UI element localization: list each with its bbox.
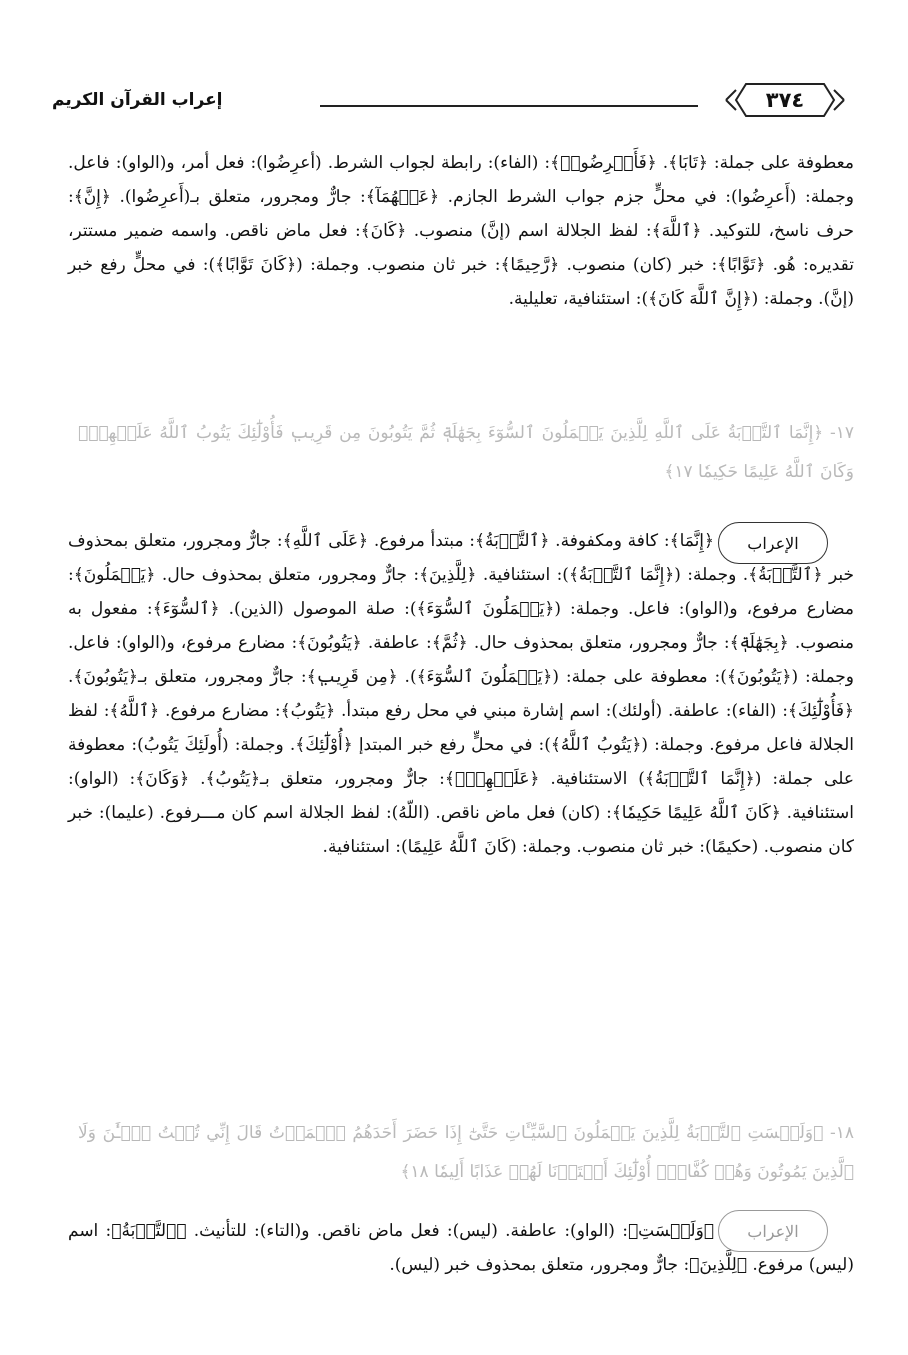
commentary-block-1: معطوفة على جملة: ﴿تَابَا﴾. ﴿فَأَعۡرِضُوا۟﴾: (الفاء): رابطة لجواب الشرط. (أعرِضُوا): فعل أمر، و(الواو): فاعل. وجملة: (أَعرِضُوا): في محلٍّ جزم جواب الشرط الجازم. ﴿عَنۡهُمَآ﴾: جارٌّ ومجرور، متعلق بـ(أَعرِضُوا). ﴿إِنَّ﴾: حرف ناسخ، للتوكيد. ﴿ٱللَّهَ﴾: لفظ الجلالة اسم (إنَّ) منصوب. ﴿كَانَ﴾: فعل ماض ناقص. واسمه ضمير مستتر، تقديره: هُو. ﴿تَوَّابًا﴾: خبر (كان) منصوب. ﴿رَّحِيمًا﴾: خبر ثان منصوب. وجملة: (﴿كَانَ تَوَّابًا﴾): في محلٍّ رفع خبر (إنَّ). وجملة: (﴿إِنَّ ٱللَّهَ كَانَ﴾): استئنافية، تعليلية.: [68, 153, 854, 309]
irab-label: الإعراب: [718, 522, 828, 564]
commentary-block-3: ﴿وَلَيۡسَتِ﴾: (الواو): عاطفة. (ليس): فعل ماض ناقص. و(التاء): للتأنيث. ﴿ٱلتَّوۡبَةُ﴾: اسم (ليس) مرفوع. ﴿لِلَّذِينَ﴾: جارٌّ ومجرور، متعلق بمحذوف خبر (ليس).: [68, 1221, 854, 1275]
book-title: إعراب القرآن الكريم: [52, 90, 223, 110]
page-number-badge: [722, 80, 848, 120]
verse-18: ١٨- ﴿وَلَيۡسَتِ ٱلتَّوۡبَةُ لِلَّذِينَ يَعۡمَلُونَ ٱلسَّيِّـَٔاتِ حَتَّىٰٓ إِذَا حَضَرَ أَحَدَهُمُ ٱلۡمَوۡتُ قَالَ إِنِّي تُبۡتُ ٱلۡـَٰٔنَ وَلَا ٱلَّذِينَ يَمُوتُونَ وَهُمۡ كُفَّارٌۚ أُوْلَٰٓئِكَ أَعۡتَدۡنَا لَهُمۡ عَذَابًا أَلِيمٗا ١٨﴾: [78, 1123, 854, 1182]
page-number: ٣٧٤: [765, 88, 805, 112]
header-rule: [320, 105, 698, 107]
verse-17: ١٧- ﴿إِنَّمَا ٱلتَّوۡبَةُ عَلَى ٱللَّهِ لِلَّذِينَ يَعۡمَلُونَ ٱلسُّوٓءَ بِجَهَٰلَةٖ ثُمَّ يَتُوبُونَ مِن قَرِيبٖ فَأُوْلَٰٓئِكَ يَتُوبُ ٱللَّهُ عَلَيۡهِمۡۗ وَكَانَ ٱللَّهُ عَلِيمًا حَكِيمٗا ١٧﴾: [78, 423, 854, 482]
irab-label-faded: الإعراب: [718, 1210, 828, 1252]
commentary-block-2: ﴿إِنَّمَا﴾: كافة ومكفوفة. ﴿ٱلتَّوۡبَةُ﴾: مبتدأ مرفوع. ﴿عَلَى ٱللَّهِ﴾: جارٌّ ومجرور، متعلق بمحذوف خبر ﴿ٱلتَّوۡبَةُ﴾. وجملة: (﴿إِنَّمَا ٱلتَّوۡبَةُ﴾): استئنافية. ﴿لِلَّذِينَ﴾: جارٌّ ومجرور، متعلق بمحذوف حال. ﴿يَعۡمَلُونَ﴾: مضارع مرفوع، و(الواو): فاعل. وجملة: (﴿يَعۡمَلُونَ ٱلسُّوٓءَ﴾): صلة الموصول (الذين). ﴿ٱلسُّوٓءَ﴾: مفعول به منصوب. ﴿بِجَهَٰلَةٖ﴾: جارٌّ ومجرور، متعلق بمحذوف حال. ﴿ثُمَّ﴾: عاطفة. ﴿يَتُوبُونَ﴾: مضارع مرفوع، و(الواو): فاعل. وجملة: (﴿يَتُوبُونَ﴾): معطوفة على جملة: (﴿يَعۡمَلُونَ ٱلسُّوٓءَ﴾). ﴿مِن قَرِيبٖ﴾: جارٌّ ومجرور، متعلق بـ﴿يَتُوبُونَ﴾. ﴿فَأُوْلَٰٓئِكَ﴾: (الفاء): عاطفة. (أولئك): اسم إشارة مبني في محل رفع مبتدأ. ﴿يَتُوبُ﴾: مضارع مرفوع. ﴿ٱللَّهُ﴾: لفظ الجلالة فاعل مرفوع. وجملة: (﴿يَتُوبُ ٱللَّهُ﴾): في محلٍّ رفع خبر المبتدإ ﴿أُوْلَٰٓئِكَ﴾. وجملة: (أُولَئِكَ يَتُوبُ): معطوفة على جملة: (﴿إِنَّمَا ٱلتَّوۡبَةُ﴾) الاستئنافية. ﴿عَلَيۡهِمۡۗ﴾: جارٌّ ومجرور، متعلق بـ﴿يَتُوبُ﴾. ﴿وَكَانَ﴾: (الواو): استئنافية. ﴿كَانَ ٱللَّهُ عَلِيمًا حَكِيمٗا﴾: (كان) فعل ماض ناقص. (اللّهُ): لفظ الجلالة اسم كان مـــرفوع. (عليما): خبر كان منصوب. (حكيمًا): خبر ثان منصوب. وجملة: (كَانَ ٱللَّهُ عَلِيمًا): استئنافية.: [68, 531, 854, 857]
